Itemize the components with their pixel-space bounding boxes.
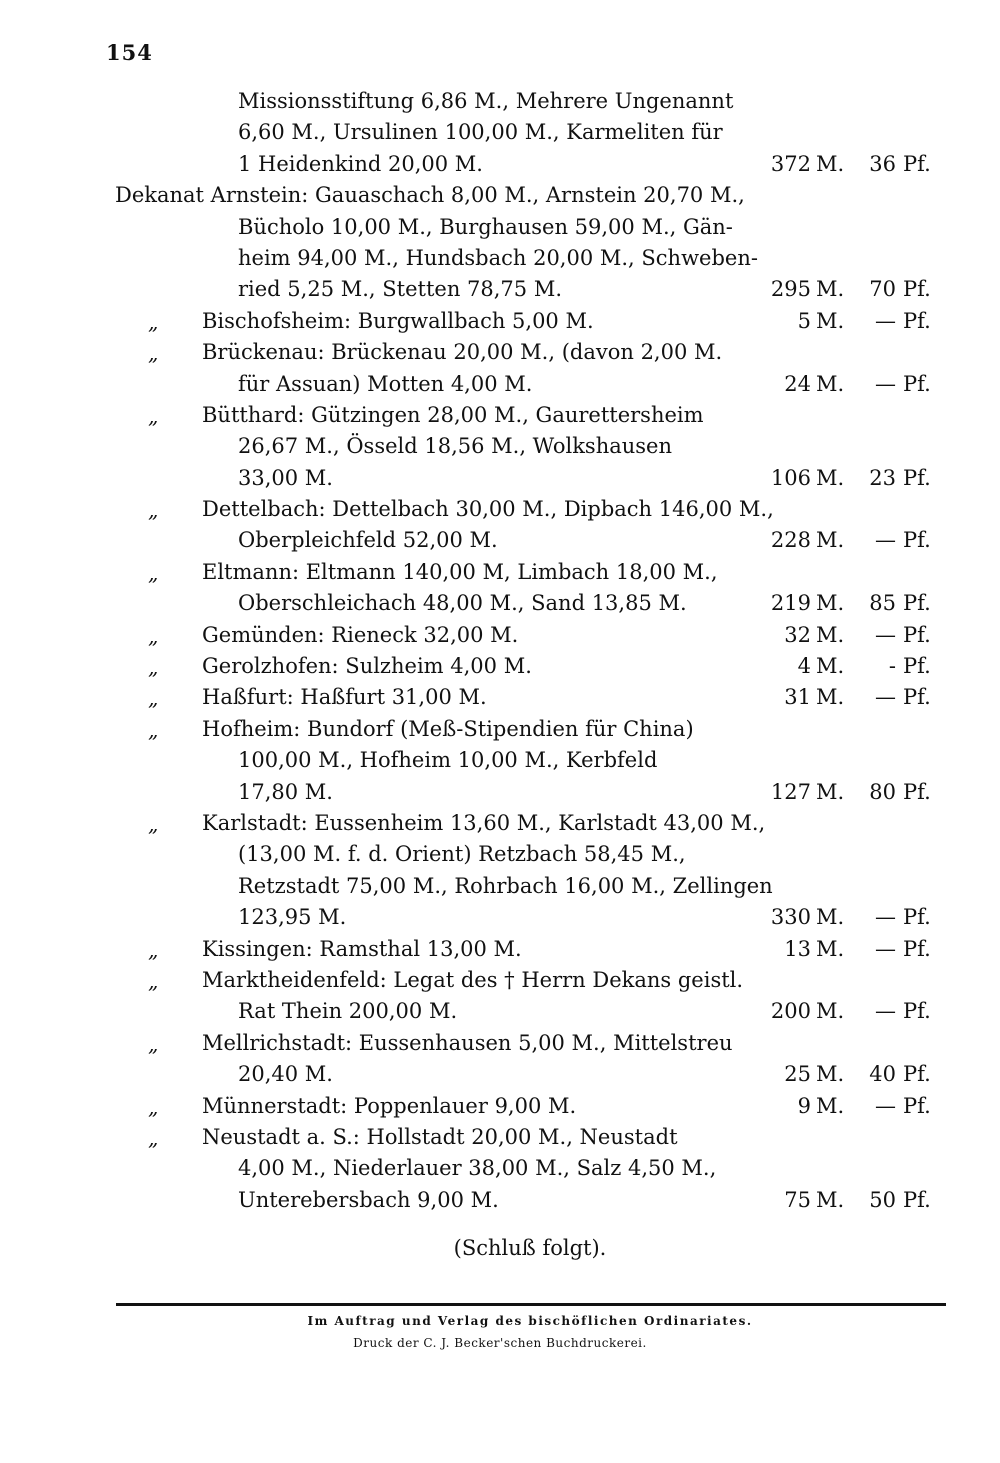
- entry-text: 6,60 M., Ursulinen 100,00 M., Karmeliten für: [238, 120, 723, 145]
- ditto-mark: „: [148, 968, 159, 993]
- entry-text: Neustadt a. S.: Hollstadt 20,00 M., Neustadt: [202, 1124, 678, 1149]
- ditto-mark: „: [148, 560, 159, 585]
- donation-entry: [100, 808, 950, 934]
- amount-pfennig-unit: Pf.: [903, 1093, 931, 1118]
- amount-marks: 31: [784, 685, 811, 710]
- amount-marks: 5: [797, 308, 811, 333]
- amount-pfennig: —: [875, 999, 896, 1024]
- entry-line: [100, 682, 950, 713]
- ditto-mark: „: [148, 403, 159, 428]
- closing-note: (Schluß folgt).: [453, 1236, 607, 1260]
- entry-text: Gerolzhofen: Sulzheim 4,00 M.: [202, 654, 532, 679]
- amount-total: [766, 902, 948, 933]
- ditto-mark: „: [148, 498, 159, 523]
- amount-pfennig: —: [875, 622, 896, 647]
- amount-mark-unit: M.: [816, 905, 845, 930]
- amount-marks: 372: [770, 151, 811, 176]
- amount-total: [766, 1059, 948, 1090]
- amount-marks: 32: [784, 622, 811, 647]
- entry-text: Rat Thein 200,00 M.: [238, 999, 458, 1024]
- amount-pfennig: 80: [869, 779, 896, 804]
- ditto-mark: „: [148, 811, 159, 836]
- entry-line: [100, 180, 950, 211]
- entry-text: 26,67 M., Össeld 18,56 M., Wolkshausen: [238, 434, 672, 459]
- amount-mark-unit: M.: [816, 622, 845, 647]
- amount-pfennig-unit: Pf.: [903, 371, 931, 396]
- entry-line: [100, 588, 950, 619]
- amount-mark-unit: M.: [816, 277, 845, 302]
- entry-line: [100, 525, 950, 556]
- footer-rule: [116, 1303, 946, 1306]
- amount-marks: 127: [770, 779, 811, 804]
- entry-text: Gemünden: Rieneck 32,00 M.: [202, 622, 519, 647]
- amount-total: [766, 651, 948, 682]
- amount-pfennig: 85: [869, 591, 896, 616]
- amount-pfennig: —: [875, 905, 896, 930]
- ditto-mark: „: [148, 341, 159, 366]
- entry-line: [100, 1059, 950, 1090]
- amount-marks: 25: [784, 1062, 811, 1087]
- entry-text: Münnerstadt: Poppenlauer 9,00 M.: [202, 1093, 577, 1118]
- entry-line: [100, 620, 950, 651]
- amount-mark-unit: M.: [816, 308, 845, 333]
- amount-pfennig-unit: Pf.: [903, 591, 931, 616]
- ditto-mark: „: [148, 1031, 159, 1056]
- amount-mark-unit: M.: [816, 999, 845, 1024]
- entry-line: [100, 1185, 950, 1216]
- entry-line: [100, 337, 950, 368]
- entry-line: [100, 871, 950, 902]
- entry-text: Unterebersbach 9,00 M.: [238, 1187, 499, 1212]
- amount-total: [766, 274, 948, 305]
- entry-line: [100, 839, 950, 870]
- entry-line: [100, 1122, 950, 1153]
- entry-text: heim 94,00 M., Hundsbach 20,00 M., Schweben-: [238, 245, 758, 270]
- amount-pfennig: —: [875, 936, 896, 961]
- amount-marks: 13: [784, 936, 811, 961]
- entry-line: [100, 934, 950, 965]
- amount-pfennig-unit: Pf.: [903, 1187, 931, 1212]
- donation-list: [100, 86, 950, 1216]
- amount-mark-unit: M.: [816, 1093, 845, 1118]
- entry-text: Oberschleichach 48,00 M., Sand 13,85 M.: [238, 591, 687, 616]
- amount-marks: 9: [797, 1093, 811, 1118]
- entry-line: [100, 1153, 950, 1184]
- amount-total: [766, 777, 948, 808]
- amount-marks: 75: [784, 1187, 811, 1212]
- amount-mark-unit: M.: [816, 654, 845, 679]
- entry-text: 4,00 M., Niederlauer 38,00 M., Salz 4,50 M.,: [238, 1156, 717, 1181]
- ditto-mark: „: [148, 1125, 159, 1150]
- entry-line: [100, 651, 950, 682]
- donation-entry: [100, 714, 950, 808]
- entry-line: [100, 306, 950, 337]
- donation-entry: [100, 934, 950, 965]
- entry-line: [100, 212, 950, 243]
- entry-text: Brückenau: Brückenau 20,00 M., (davon 2,00 M.: [202, 340, 723, 365]
- donation-entry: [100, 86, 950, 180]
- amount-pfennig-unit: Pf.: [903, 1062, 931, 1087]
- entry-text: für Assuan) Motten 4,00 M.: [238, 371, 533, 396]
- amount-total: [766, 588, 948, 619]
- entry-text: Dettelbach: Dettelbach 30,00 M., Dipbach 146,00 M.,: [202, 497, 774, 522]
- entry-line: [100, 996, 950, 1027]
- entry-text: 100,00 M., Hofheim 10,00 M., Kerbfeld: [238, 748, 658, 773]
- footer-printer: Druck der C. J. Becker'schen Buchdruckerei.: [353, 1336, 647, 1350]
- amount-marks: 295: [770, 277, 811, 302]
- amount-mark-unit: M.: [816, 1187, 845, 1212]
- entry-line: [100, 902, 950, 933]
- amount-pfennig-unit: Pf.: [903, 905, 931, 930]
- donation-entry: [100, 337, 950, 400]
- amount-mark-unit: M.: [816, 685, 845, 710]
- entry-text: 1 Heidenkind 20,00 M.: [238, 151, 483, 176]
- ditto-mark: „: [148, 717, 159, 742]
- amount-mark-unit: M.: [816, 1062, 845, 1087]
- entry-line: [100, 117, 950, 148]
- amount-pfennig-unit: Pf.: [903, 654, 931, 679]
- amount-pfennig: —: [875, 371, 896, 396]
- entry-line: [100, 243, 950, 274]
- donation-entry: [100, 306, 950, 337]
- amount-pfennig-unit: Pf.: [903, 685, 931, 710]
- entry-line: [100, 149, 950, 180]
- amount-total: [766, 1091, 948, 1122]
- entry-text: Missionsstiftung 6,86 M., Mehrere Ungenannt: [238, 89, 734, 113]
- entry-line: [100, 714, 950, 745]
- amount-pfennig-unit: Pf.: [903, 528, 931, 553]
- donation-entry: [100, 557, 950, 620]
- amount-mark-unit: M.: [816, 465, 845, 490]
- amount-total: [766, 620, 948, 651]
- amount-total: [766, 463, 948, 494]
- amount-marks: 219: [770, 591, 811, 616]
- amount-pfennig: —: [875, 308, 896, 333]
- amount-pfennig: 50: [869, 1187, 896, 1212]
- amount-marks: 228: [770, 528, 811, 553]
- amount-marks: 4: [797, 654, 811, 679]
- entry-line: [100, 463, 950, 494]
- amount-pfennig: —: [875, 1093, 896, 1118]
- donation-entry: [100, 682, 950, 713]
- amount-marks: 106: [770, 465, 811, 490]
- entry-line: [100, 557, 950, 588]
- entry-line: [100, 86, 950, 117]
- amount-marks: 200: [770, 999, 811, 1024]
- amount-pfennig: 40: [869, 1062, 896, 1087]
- entry-text: Bücholo 10,00 M., Burghausen 59,00 M., Gän-: [238, 214, 733, 239]
- entry-line: [100, 431, 950, 462]
- amount-mark-unit: M.: [816, 779, 845, 804]
- entry-text: Mellrichstadt: Eussenhausen 5,00 M., Mittelstreu: [202, 1030, 733, 1055]
- entry-text: Retzstadt 75,00 M., Rohrbach 16,00 M., Zellingen: [238, 873, 773, 898]
- ditto-mark: „: [148, 309, 159, 334]
- entry-text: Hofheim: Bundorf (Meß-Stipendien für China): [202, 716, 694, 741]
- amount-pfennig-unit: Pf.: [903, 277, 931, 302]
- amount-total: [766, 306, 948, 337]
- amount-mark-unit: M.: [816, 936, 845, 961]
- entry-text: Karlstadt: Eussenheim 13,60 M., Karlstadt 43,00 M.,: [202, 810, 766, 835]
- amount-pfennig-unit: Pf.: [903, 308, 931, 333]
- amount-marks: 24: [784, 371, 811, 396]
- amount-pfennig: —: [875, 528, 896, 553]
- amount-pfennig-unit: Pf.: [903, 936, 931, 961]
- donation-entry: [100, 620, 950, 651]
- entry-line: [100, 400, 950, 431]
- entry-text: 33,00 M.: [238, 465, 333, 490]
- ditto-mark: „: [148, 623, 159, 648]
- ditto-mark: „: [148, 655, 159, 680]
- donation-entry: [100, 1028, 950, 1091]
- entry-text: Bütthard: Gützingen 28,00 M., Gaurettersheim: [202, 402, 704, 427]
- page-number: 154: [106, 40, 153, 65]
- amount-pfennig-unit: Pf.: [903, 151, 931, 176]
- entry-text: 123,95 M.: [238, 905, 347, 930]
- amount-total: [766, 682, 948, 713]
- ditto-mark: „: [148, 1094, 159, 1119]
- donation-entry: [100, 400, 950, 494]
- entry-text: ried 5,25 M., Stetten 78,75 M.: [238, 277, 562, 302]
- entry-line: [100, 1028, 950, 1059]
- amount-pfennig-unit: Pf.: [903, 999, 931, 1024]
- ditto-mark: „: [148, 686, 159, 711]
- amount-pfennig: -: [888, 654, 896, 679]
- entry-text: Bischofsheim: Burgwallbach 5,00 M.: [202, 308, 594, 333]
- entry-line: [100, 745, 950, 776]
- entry-line: [100, 965, 950, 996]
- entry-text: 20,40 M.: [238, 1062, 333, 1087]
- donation-entry: [100, 494, 950, 557]
- entry-line: [100, 369, 950, 400]
- entry-line: [100, 274, 950, 305]
- donation-entry: [100, 651, 950, 682]
- amount-mark-unit: M.: [816, 151, 845, 176]
- donation-entry: [100, 180, 950, 306]
- entry-text: Marktheidenfeld: Legat des † Herrn Dekans geistl.: [202, 967, 744, 992]
- donation-entry: [100, 1091, 950, 1122]
- entry-text: Oberpleichfeld 52,00 M.: [238, 528, 498, 553]
- entry-text: Eltmann: Eltmann 140,00 M, Limbach 18,00 M.,: [202, 559, 718, 584]
- footer-publisher: Im Auftrag und Verlag des bischöflichen Ordinariates.: [307, 1314, 753, 1328]
- amount-marks: 330: [770, 905, 811, 930]
- entry-text: Haßfurt: Haßfurt 31,00 M.: [202, 685, 487, 710]
- amount-pfennig-unit: Pf.: [903, 779, 931, 804]
- amount-total: [766, 369, 948, 400]
- amount-mark-unit: M.: [816, 591, 845, 616]
- entry-line: [100, 808, 950, 839]
- amount-mark-unit: M.: [816, 371, 845, 396]
- amount-mark-unit: M.: [816, 528, 845, 553]
- amount-total: [766, 996, 948, 1027]
- entry-text: 17,80 M.: [238, 779, 333, 804]
- donation-entry: [100, 965, 950, 1028]
- amount-pfennig-unit: Pf.: [903, 465, 931, 490]
- amount-total: [766, 1185, 948, 1216]
- entry-text: (13,00 M. f. d. Orient) Retzbach 58,45 M.,: [238, 842, 686, 867]
- entry-line: [100, 777, 950, 808]
- entry-line: [100, 1091, 950, 1122]
- entry-line: [100, 494, 950, 525]
- ditto-mark: „: [148, 937, 159, 962]
- amount-total: [766, 525, 948, 556]
- donation-entry: [100, 1122, 950, 1216]
- entry-text: Dekanat Arnstein: Gauaschach 8,00 M., Arnstein 20,70 M.,: [115, 183, 745, 208]
- amount-pfennig: —: [875, 685, 896, 710]
- amount-pfennig: 36: [869, 151, 896, 176]
- amount-pfennig: 23: [869, 465, 896, 490]
- amount-pfennig: 70: [869, 277, 896, 302]
- entry-text: Kissingen: Ramsthal 13,00 M.: [202, 936, 522, 961]
- amount-total: [766, 149, 948, 180]
- amount-pfennig-unit: Pf.: [903, 622, 931, 647]
- amount-total: [766, 934, 948, 965]
